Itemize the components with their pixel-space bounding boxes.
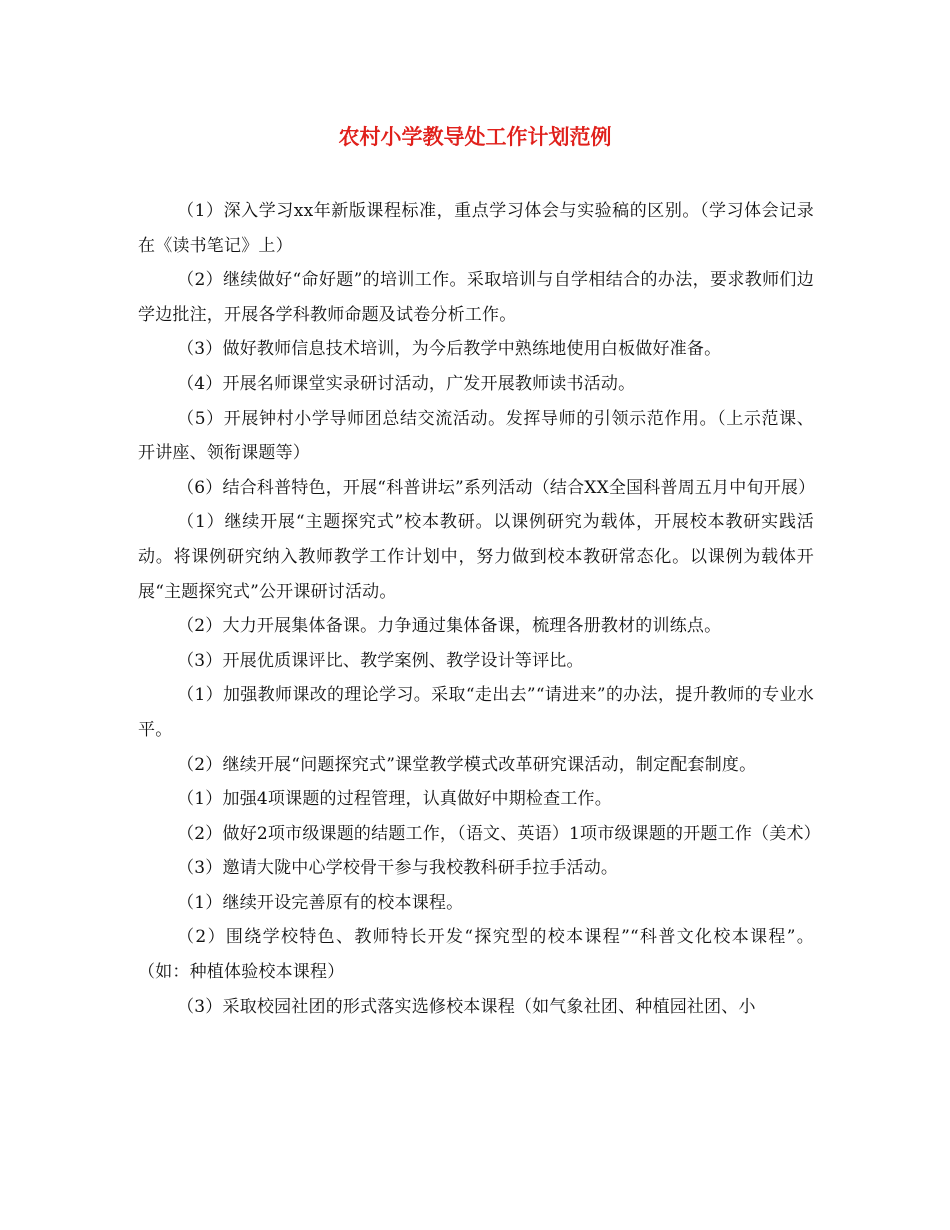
paragraph: （3）开展优质课评比、教学案例、教学设计等评比。: [177, 650, 584, 671]
paragraph: （2）继续做好“命好题”的培训工作。采取培训与自学相结合的办法，要求教师们边学边批注，开展各学科教师命题及试卷分析工作。: [138, 270, 814, 325]
paragraph: （3）邀请大陇中心学校骨干参与我校教科研手拉手活动。: [177, 858, 619, 879]
document-title: 农村小学教导处工作计划范例: [338, 124, 612, 149]
paragraph: （5）开展钟村小学导师团总结交流活动。发挥导师的引领示范作用。（上示范课、开讲座、领衔课题等）: [138, 408, 814, 464]
paragraph: （1）加强4项课题的过程管理，认真做好中期检查工作。: [177, 789, 612, 810]
paragraph: （2）做好2项市级课题的结题工作，（语文、英语）1项市级课题的开题工作（美术）: [177, 823, 821, 844]
paragraph: （3）做好教师信息技术培训，为今后教学中熟练地使用白板做好准备。: [177, 339, 722, 360]
paragraph: （4）开展名师课堂实录研讨活动，广发开展教师读书活动。: [177, 373, 636, 394]
paragraph: （1）加强教师课改的理论学习。采取“走出去”“请进来”的办法，提升教师的专业水平。: [138, 685, 814, 740]
paragraph: （1）继续开展“主题探究式”校本教研。以课例研究为载体，开展校本教研实践活动。将课例研究纳入教师教学工作计划中，努力做到校本教研常态化。以课例为载体开展“主题探究式”公开课研讨活动。: [138, 512, 814, 602]
paragraph: （3）采取校园社团的形式落实选修校本课程（如气象社团、种植园社团、小: [177, 996, 756, 1017]
paragraph: （1）深入学习xx年新版课程标准，重点学习体会与实验稿的区别。（学习体会记录在《读书笔记》上）: [138, 201, 814, 256]
paragraph: （2）继续开展“问题探究式”课堂教学模式改革研究课活动，制定配套制度。: [177, 754, 757, 775]
document-body: [138, 194, 821, 1024]
paragraph: （6）结合科普特色，开展“科普讲坛”系列活动（结合XX全国科普周五月中旬开展）: [177, 477, 816, 498]
paragraph: （2）大力开展集体备课。力争通过集体备课，梳理各册教材的训练点。: [177, 616, 722, 637]
paragraph: （2）围绕学校特色、教师特长开发“探究型的校本课程”“科普文化校本课程”。（如：种植体验校本课程）: [138, 927, 814, 983]
paragraph: （1）继续开设完善原有的校本课程。: [177, 892, 464, 913]
